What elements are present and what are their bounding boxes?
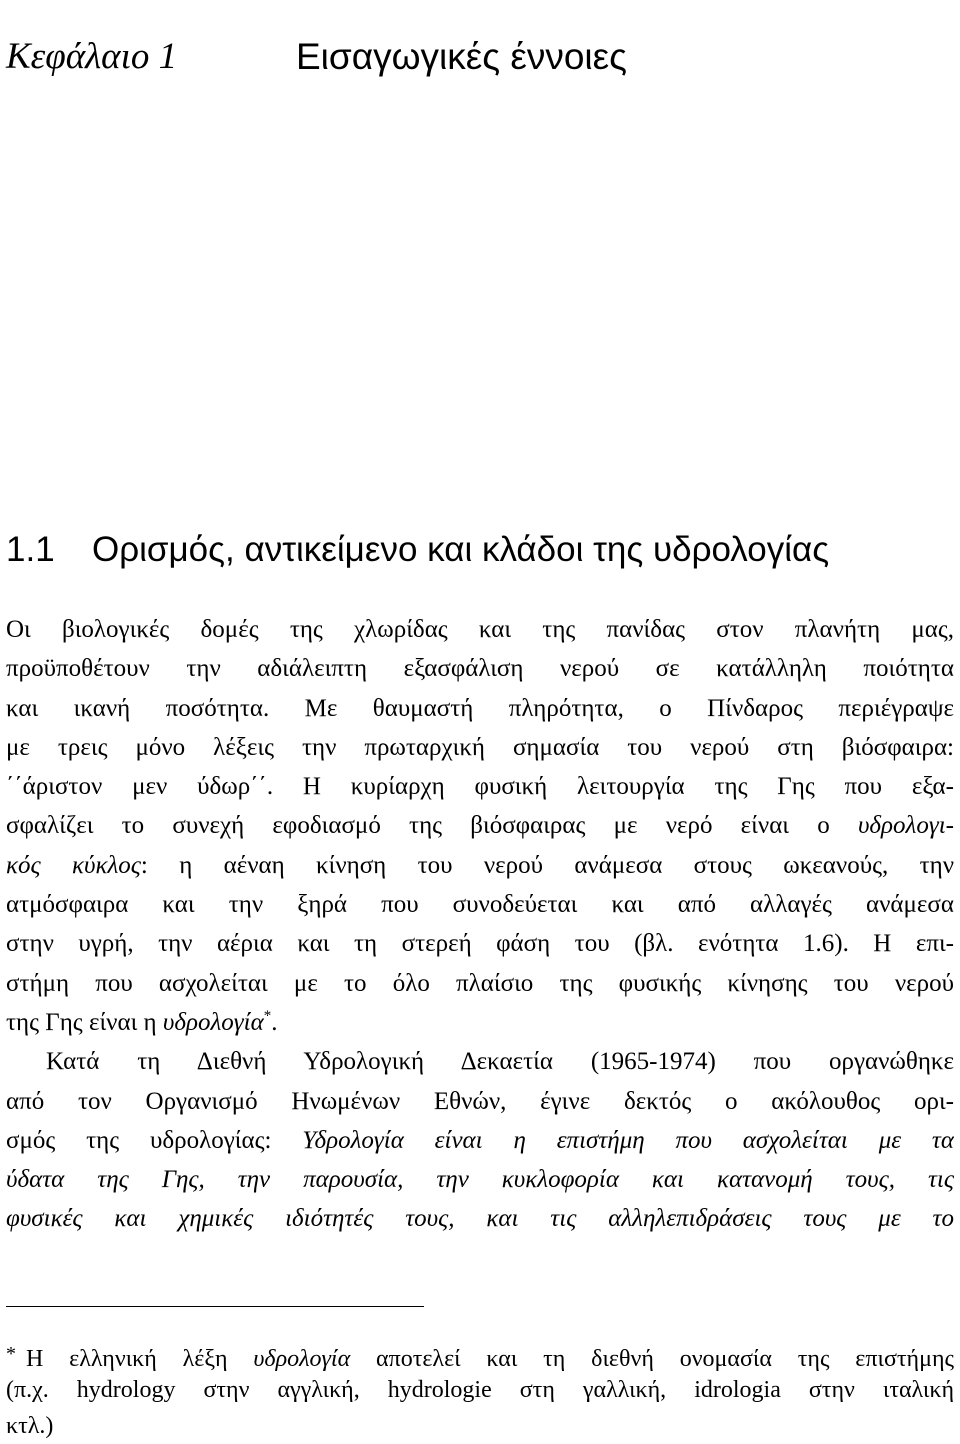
- paragraph-2: [6, 1042, 954, 1238]
- body-text: [6, 610, 954, 1239]
- section-number: 1.1: [6, 530, 55, 569]
- italic-term: υδρολογι-: [857, 812, 954, 840]
- text-run: .: [271, 1008, 278, 1036]
- footnote: [6, 1336, 954, 1444]
- footnote-line: (π.χ. hydrology στην αγγλική, hydrologie στη γαλλική, idrologia στην ιταλική: [6, 1377, 954, 1403]
- text-run: αποτελεί και τη διεθνή ονομασία της επιστήμης: [350, 1346, 954, 1372]
- footnote-ref: *: [263, 1007, 272, 1024]
- footnote-marker: *: [6, 1343, 16, 1365]
- footnote-line: [6, 1336, 954, 1372]
- italic-definition: φυσικές και χημικές ιδιότητές τους, και τις αλληλεπιδράσεις τους με το: [6, 1205, 954, 1233]
- italic-definition: Υδρολογία είναι η επιστήμη που ασχολείται με τα: [302, 1126, 954, 1154]
- chapter-header: [6, 34, 956, 84]
- italic-term: υδρολογία: [253, 1346, 351, 1372]
- chapter-label: Κεφάλαιο 1: [6, 36, 178, 77]
- text-line: ΄΄άριστον μεν ύδωρ΄΄. Η κυρίαρχη φυσική λειτουργία της Γης που εξα-: [6, 773, 954, 801]
- paragraph-1: [6, 610, 954, 1042]
- text-line: και ικανή ποσότητα. Με θαυμαστή πληρότητα, ο Πίνδαρος περιέγραψε: [6, 694, 954, 722]
- chapter-title: Εισαγωγικές έννοιες: [296, 36, 627, 77]
- text-line: [6, 1003, 954, 1042]
- text-run: σμός της υδρολογίας:: [6, 1126, 303, 1154]
- text-line: στήμη που ασχολείται με το όλο πλαίσιο της φυσικής κίνησης του νερού: [6, 969, 954, 997]
- text-line: [6, 1199, 954, 1238]
- text-line: [6, 806, 954, 845]
- text-line: [6, 846, 954, 885]
- text-line: από τον Οργανισμό Ηνωμένων Εθνών, έγινε δεκτός ο ακόλουθος ορι-: [6, 1087, 954, 1115]
- text-run: Η ελληνική λέξη: [26, 1346, 254, 1372]
- italic-definition: ύδατα της Γης, την παρουσία, την κυκλοφορία και κατανομή τους, τις: [6, 1166, 954, 1194]
- text-run: σφαλίζει το συνεχή εφοδιασμό της βιόσφαιρας με νερό είναι ο: [6, 812, 858, 840]
- text-line: στην υγρή, την αέρια και τη στερεή φάση του (βλ. ενότητα 1.6). Η επι-: [6, 930, 954, 958]
- italic-term: υδρολογία: [162, 1008, 264, 1036]
- text-line: με τρεις μόνο λέξεις την πρωταρχική σημασία του νερού στη βιόσφαιρα:: [6, 733, 954, 761]
- text-line: [6, 1121, 954, 1160]
- italic-term: κός κύκλος: [6, 851, 141, 879]
- section-heading: [6, 527, 956, 573]
- footnote-line: κτλ.): [6, 1413, 54, 1439]
- text-line: προϋποθέτουν την αδιάλειπτη εξασφάλιση νερού σε κατάλληλη ποιότητα: [6, 655, 954, 683]
- text-line: Κατά τη Διεθνή Υδρολογική Δεκαετία (1965-1974) που οργανώθηκε: [46, 1048, 954, 1076]
- text-line: ατμόσφαιρα και την ξηρά που συνοδεύεται και από αλλαγές ανάμεσα: [6, 891, 954, 919]
- section-title: Ορισμός, αντικείμενο και κλάδοι της υδρολογίας: [92, 530, 830, 569]
- text-line: Οι βιολογικές δομές της χλωρίδας και της πανίδας στον πλανήτη μας,: [6, 616, 954, 643]
- footnote-separator: [6, 1306, 424, 1307]
- text-run: της Γης είναι η: [6, 1008, 163, 1036]
- text-run: : η αέναη κίνηση του νερού ανάμεσα στους ωκεανούς, την: [140, 851, 954, 879]
- text-line: [6, 1160, 954, 1199]
